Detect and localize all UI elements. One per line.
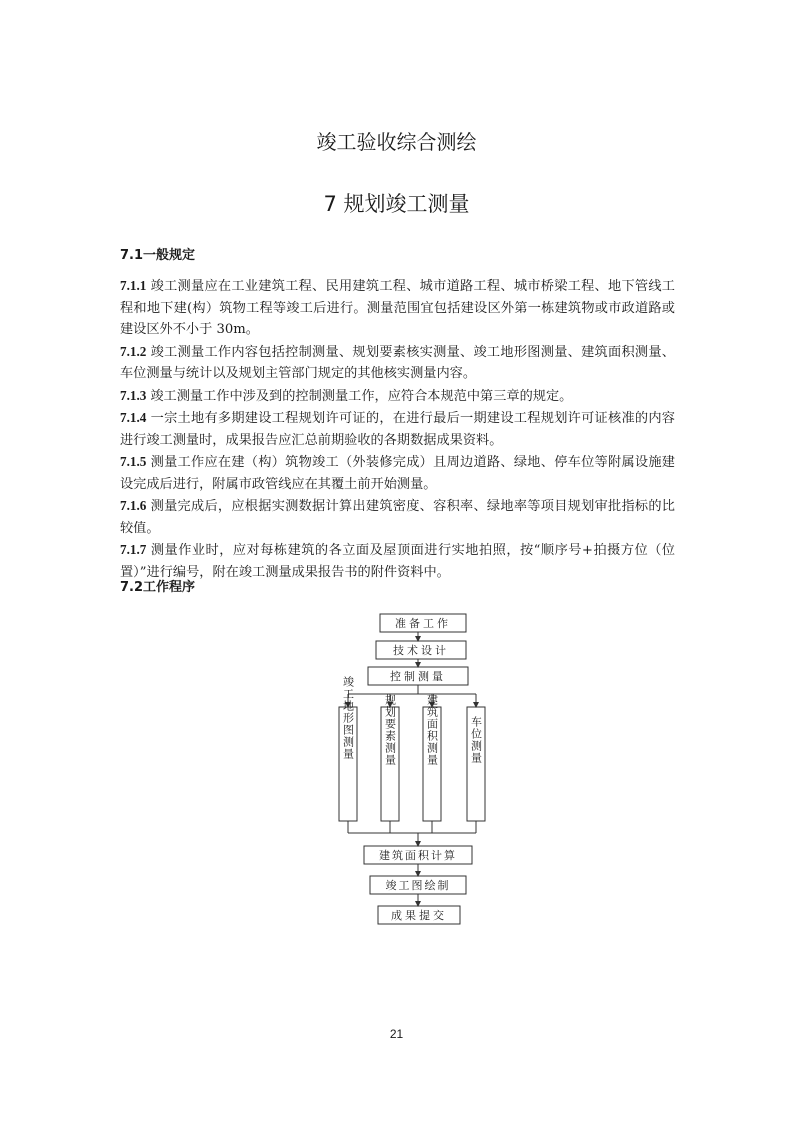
clause-text: 一宗土地有多期建设工程规划许可证的，在进行最后一期建设工程规划许可证核准的内容 进行竣工测量时，成果报告应汇总前期验收的各期数据成果资料。 xyxy=(120,411,675,448)
flow-label-submit: 成果提交 xyxy=(391,909,447,922)
flow-label-branch-area: 建筑面积测量 xyxy=(425,694,439,766)
clause-text: 竣工测量应在工业建筑工程、民用建筑工程、城市道路工程、城市桥梁工程、地下管线工程和地下建(构）筑物工程等竣工后进行。测量范围宜包括建设区外第一栋建筑物或市政道路或建设区外不小于 30m。 xyxy=(120,279,675,337)
flow-label-branch-topography: 竣工地形图测量 xyxy=(341,676,355,760)
clause-number: 7.1.4 xyxy=(120,410,147,425)
clause-number: 7.1.2 xyxy=(120,343,147,359)
flow-label-prepare: 准备工作 xyxy=(395,617,451,630)
clause-text: 测量完成后，应根据实测数据计算出建筑密度、容积率、绿地率等项目规划审批指标的比较值。 xyxy=(120,499,675,536)
flow-label-branch-parking: 车位测量 xyxy=(469,716,483,764)
clause-number: 7.1.7 xyxy=(120,542,147,557)
section-heading-7-2: 7.2工作程序 xyxy=(120,580,196,595)
clause-text: 竣工测量工作中涉及到的控制测量工作，应符合本规范中第三章的规定。 xyxy=(150,388,573,404)
page-number: 21 xyxy=(389,1027,404,1041)
clause-text: 测量作业时，应对每栋建筑的各立面及屋顶面进行实地拍照，按“顺序号+拍摄方位（位置）”进行编号，附在竣工测量成果报告书的附件资料中。 xyxy=(120,543,675,580)
flow-label-control: 控制测量 xyxy=(390,670,446,683)
chapter-title: 7 规划竣工测量 xyxy=(323,192,470,216)
clause-number: 7.1.6 xyxy=(120,498,147,513)
document-title: 竣工验收综合测绘 xyxy=(316,130,477,154)
flow-label-branch-planning: 规划要素测量 xyxy=(383,694,397,766)
clause-number: 7.1.5 xyxy=(120,454,147,469)
clause-text: 竣工测量工作内容包括控制测量、规划要素核实测量、竣工地形图测量、建筑面积测量、车位测量与统计以及规划主管部门规定的其他核实测量内容。 xyxy=(120,344,675,381)
flow-label-drawing: 竣工图绘制 xyxy=(385,879,451,892)
clause-number: 7.1.3 xyxy=(120,387,147,403)
flow-label-area-calc: 建筑面积计算 xyxy=(379,849,457,862)
clause-text: 测量工作应在建（构）筑物竣工（外装修完成）且周边道路、绿地、停车位等附属设施建设完成后进行，附属市政管线应在其覆土前开始测量。 xyxy=(120,455,675,492)
section-heading-7-1: 7.1一般规定 xyxy=(120,248,196,263)
flow-label-design: 技术设计 xyxy=(393,644,449,657)
clause-number: 7.1.1 xyxy=(120,278,147,293)
